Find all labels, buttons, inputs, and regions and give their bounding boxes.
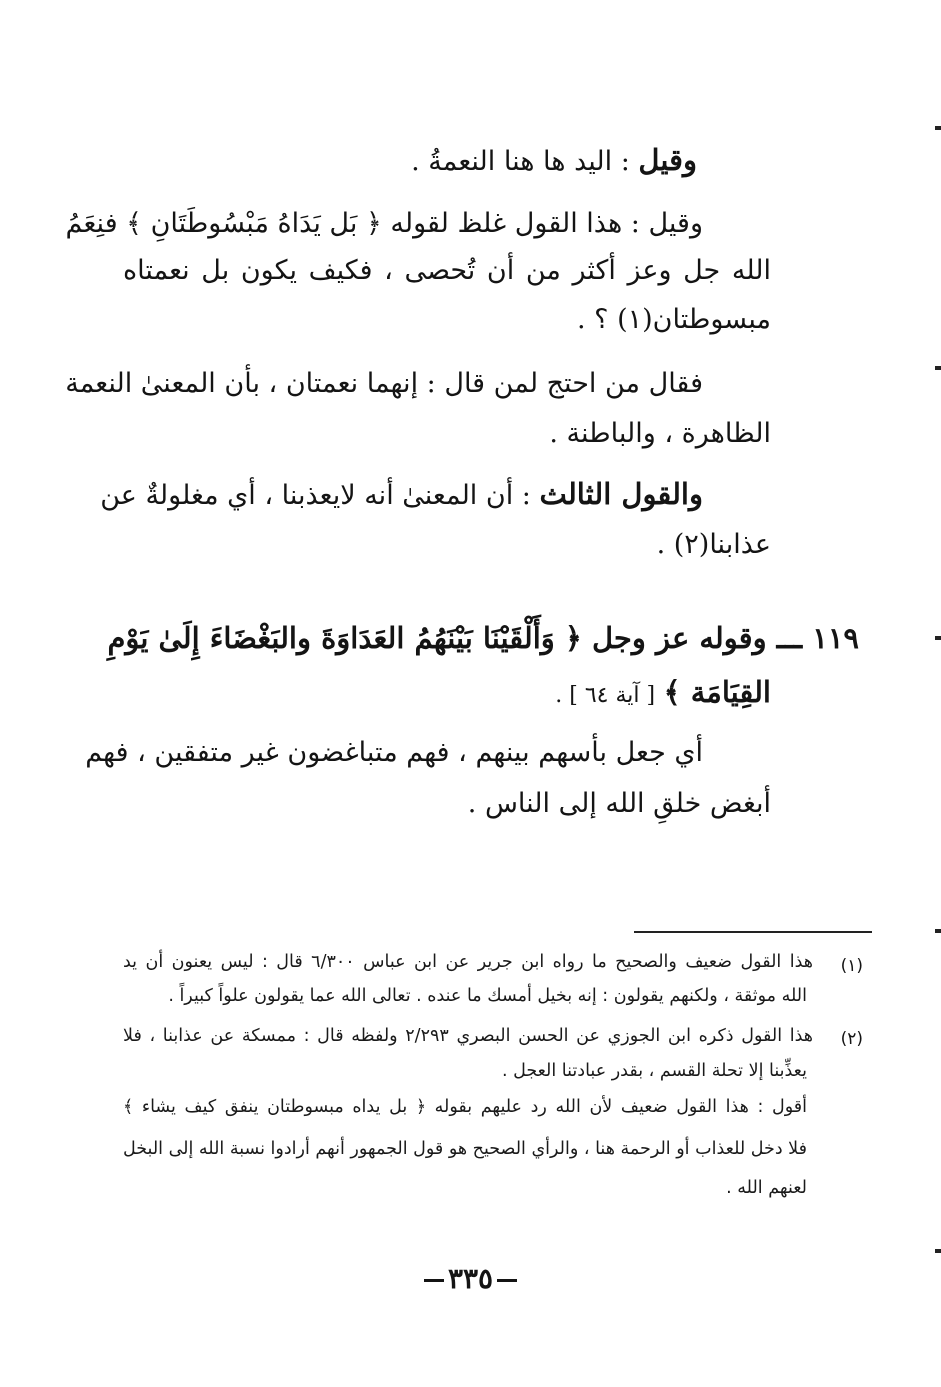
text-line-2: وقيل : هذا القول غلظ لقوله ﴿ بَل يَدَاهُ مَبْسُوطَتَانِ ﴾ فنِعَمُ (65, 208, 703, 239)
heading-third-opinion: والقول الثالث (539, 477, 703, 511)
page-number-value: ٣٣٥ (447, 1262, 494, 1295)
text-line-9: أي جعل بأسهم بينهم ، فهم متباغضون غير متفقين ، فهم (85, 737, 703, 768)
text-line-7-rest: : أن المعنىٰ أنه لايعذبنا ، أي مغلولةٌ عن (100, 480, 531, 511)
keyword-waqil: وقيل (638, 143, 697, 177)
footnote-2-line-4: فلا دخل للعذاب أو الرحمة هنا ، والرأي الصحيح هو قول الجمهور أنهم أرادوا نسبة الله إلى البخل (122, 1139, 807, 1159)
text-line-4: مبسوطتان(١) ؟ . (576, 304, 771, 335)
text-line-1-rest: : اليد ها هنا النعمةُ . (411, 146, 630, 177)
scan-edge-mark (935, 126, 941, 130)
footnote-2-line-2: يعذِّبنا إلا تحلة القسم ، بقدر عبادتنا العجل . (501, 1061, 807, 1081)
footnote-separator (634, 931, 872, 933)
footnote-2-line-5: لعنهم الله . (726, 1178, 807, 1198)
page-number (0, 1262, 941, 1295)
footnote-1-number: (١) (840, 956, 863, 976)
footnote-2-number: (٢) (840, 1029, 863, 1049)
footnote-1-line-1: هذا القول ضعيف والصحيح ما رواه ابن جرير عن ابن عباس ٦/٣٠٠ قال : ليس يعنون أن يد (123, 952, 813, 972)
scan-edge-mark (935, 366, 941, 370)
verse-reference: [ آية ٦٤ ] . (555, 683, 656, 708)
scan-edge-mark (935, 636, 941, 640)
text-line-6: الظاهرة ، والباطنة . (549, 418, 771, 449)
page-number-dash-right (497, 1279, 517, 1282)
text-line-8: عذابنا(٢) . (656, 529, 771, 560)
text-line-3: الله جل وعز أكثر من أن تُحصى ، فكيف يكون بل نعمتاه (123, 255, 771, 286)
scan-edge-mark (935, 929, 941, 933)
footnote-1-line-2: الله موثقة ، ولكنهم يقولون : إنه بخيل أمسك ما عنده . تعالى الله عما يقولون علواً كبيراً . (168, 986, 807, 1006)
verse-heading-line-1: ١١٩ ـــ وقوله عز وجل ﴿ وَأَلْقَيْنَا بَيْنَهُمُ العَدَاوَةَ والبَغْضَاءَ إِلَىٰ يَوْمِ (107, 621, 859, 655)
footnote-2-line-3: أقول : هذا القول ضعيف لأن الله رد عليهم بقوله ﴿ بل يداه مبسوطتان ينفق كيف يشاء ﴾ (123, 1097, 807, 1117)
scan-edge-mark (935, 1249, 941, 1253)
page-number-dash-left (424, 1279, 444, 1282)
text-line-7 (100, 476, 703, 514)
verse-end-word: القِيَامَة ﴾ (663, 675, 771, 709)
footnote-2-line-1: هذا القول ذكره ابن الجوزي عن الحسن البصري ٢/٢٩٣ ولفظه قال : ممسكة عن عذابنا ، فلا (123, 1026, 813, 1046)
text-line-5: فقال من احتج لمن قال : إنهما نعمتان ، بأن المعنىٰ النعمة (65, 368, 703, 399)
text-line-1 (411, 142, 697, 180)
verse-heading-line-2 (555, 674, 771, 714)
text-line-10: أبغض خلقِ الله إلى الناس . (467, 788, 771, 819)
